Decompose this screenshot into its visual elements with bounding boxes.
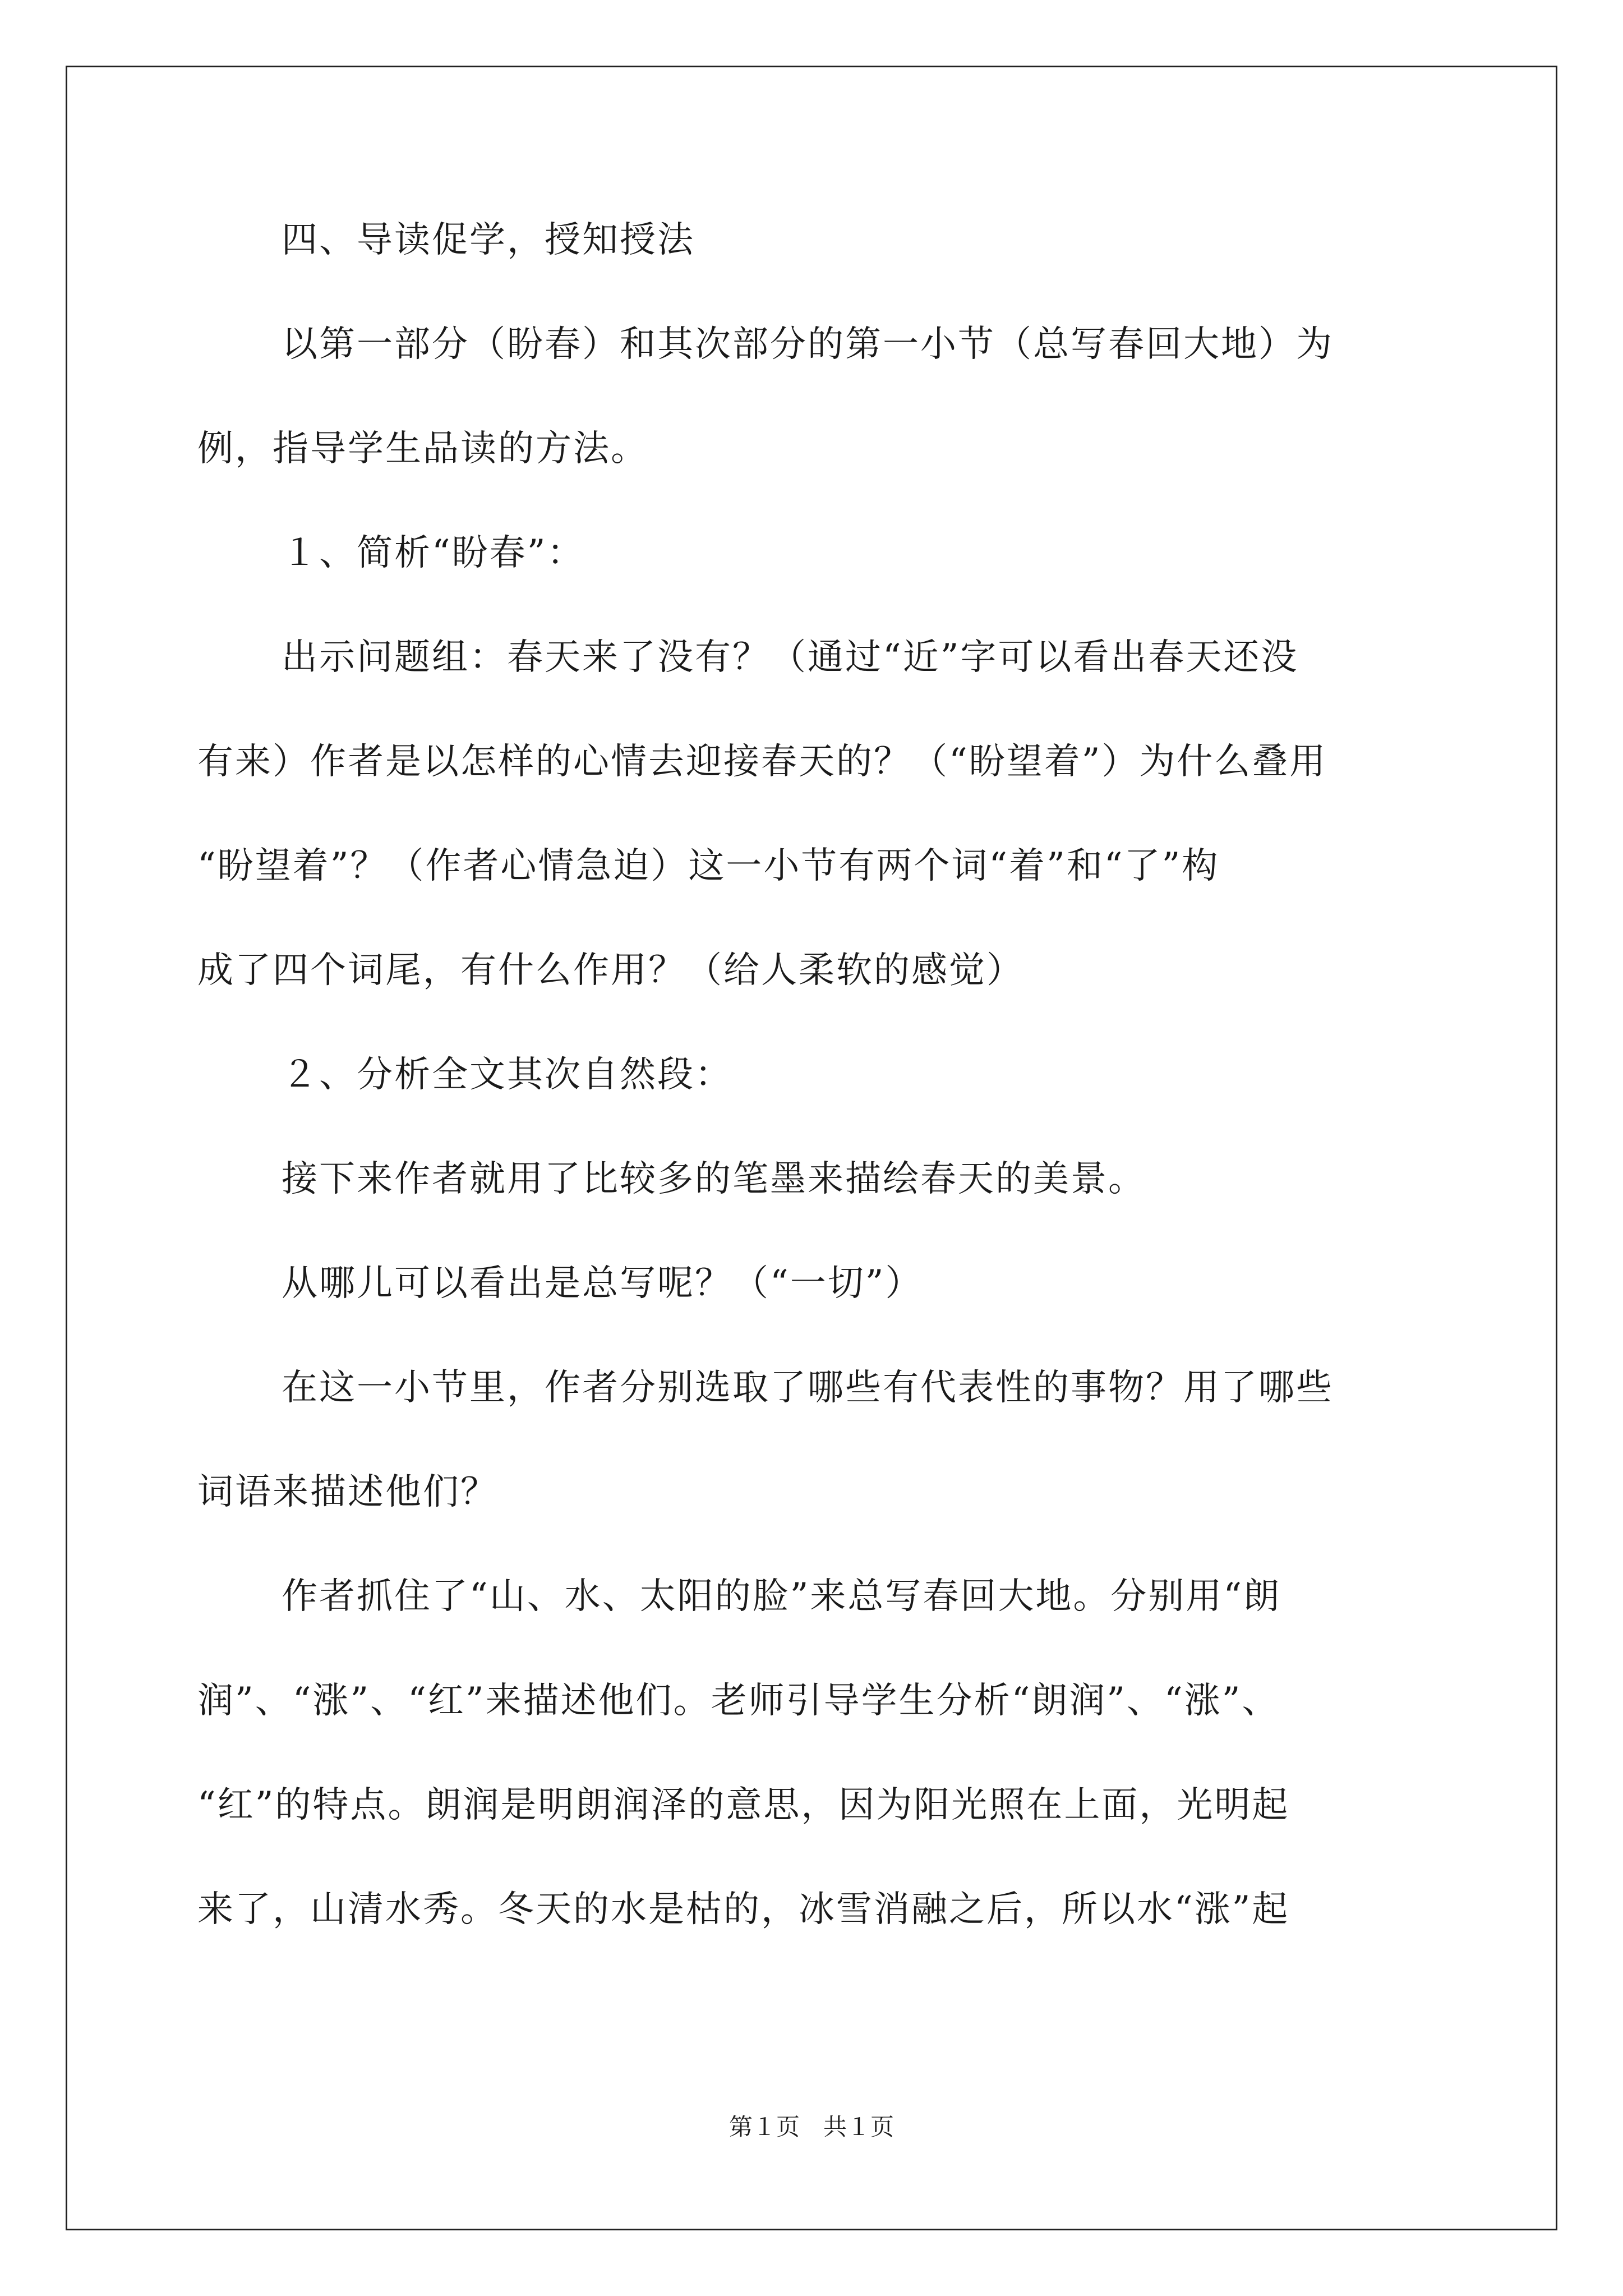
paragraph-line: 在这一小节里，作者分别选取了哪些有代表性的事物？用了哪些 [282, 1367, 1334, 1409]
paragraph-line: 从哪儿可以看出是总写呢？（“一切”） [282, 1263, 923, 1304]
document-body [197, 213, 1426, 1987]
paragraph-line: 有来）作者是以怎样的心情去迎接春天的？（“盼望着”）为什么叠用 [197, 741, 1327, 783]
paragraph-line: 出示问题组：春天来了没有？（通过“近”字可以看出春天还没 [282, 637, 1299, 678]
paragraph-line: 来了，山清水秀。冬天的水是枯的，冰雪消融之后，所以水“涨”起 [197, 1889, 1290, 1930]
paragraph-line: 润”、“涨”、“红”来描述他们。老师引导学生分析“朗润”、“涨”、 [197, 1680, 1280, 1722]
paragraph-line: 例，指导学生品读的方法。 [197, 428, 648, 470]
section-heading: 四、导读促学，授知授法 [282, 219, 695, 261]
subheading: ２、分析全文其次自然段： [282, 1054, 732, 1096]
paragraph-line: 作者抓住了“山、水、太阳的脸”来总写春回大地。分别用“朗 [282, 1576, 1281, 1617]
paragraph-line: “红”的特点。朗润是明朗润泽的意思，因为阳光照在上面，光明起 [197, 1784, 1290, 1826]
subheading: １、简析“盼春”： [282, 532, 585, 574]
paragraph-line: 成了四个词尾，有什么作用？（给人柔软的感觉） [197, 950, 1024, 991]
paragraph-line: 词语来描述他们？ [197, 1471, 498, 1513]
paragraph-line: 接下来作者就用了比较多的笔墨来描绘春天的美景。 [282, 1158, 1146, 1200]
paragraph-line: “盼望着”？（作者心情急迫）这一小节有两个词“着”和“了”构 [197, 845, 1220, 887]
page-number-footer: 第１页 共１页 [728, 2113, 894, 2141]
paragraph-line: 以第一部分（盼春）和其次部分的第一小节（总写春回大地）为 [282, 324, 1334, 365]
